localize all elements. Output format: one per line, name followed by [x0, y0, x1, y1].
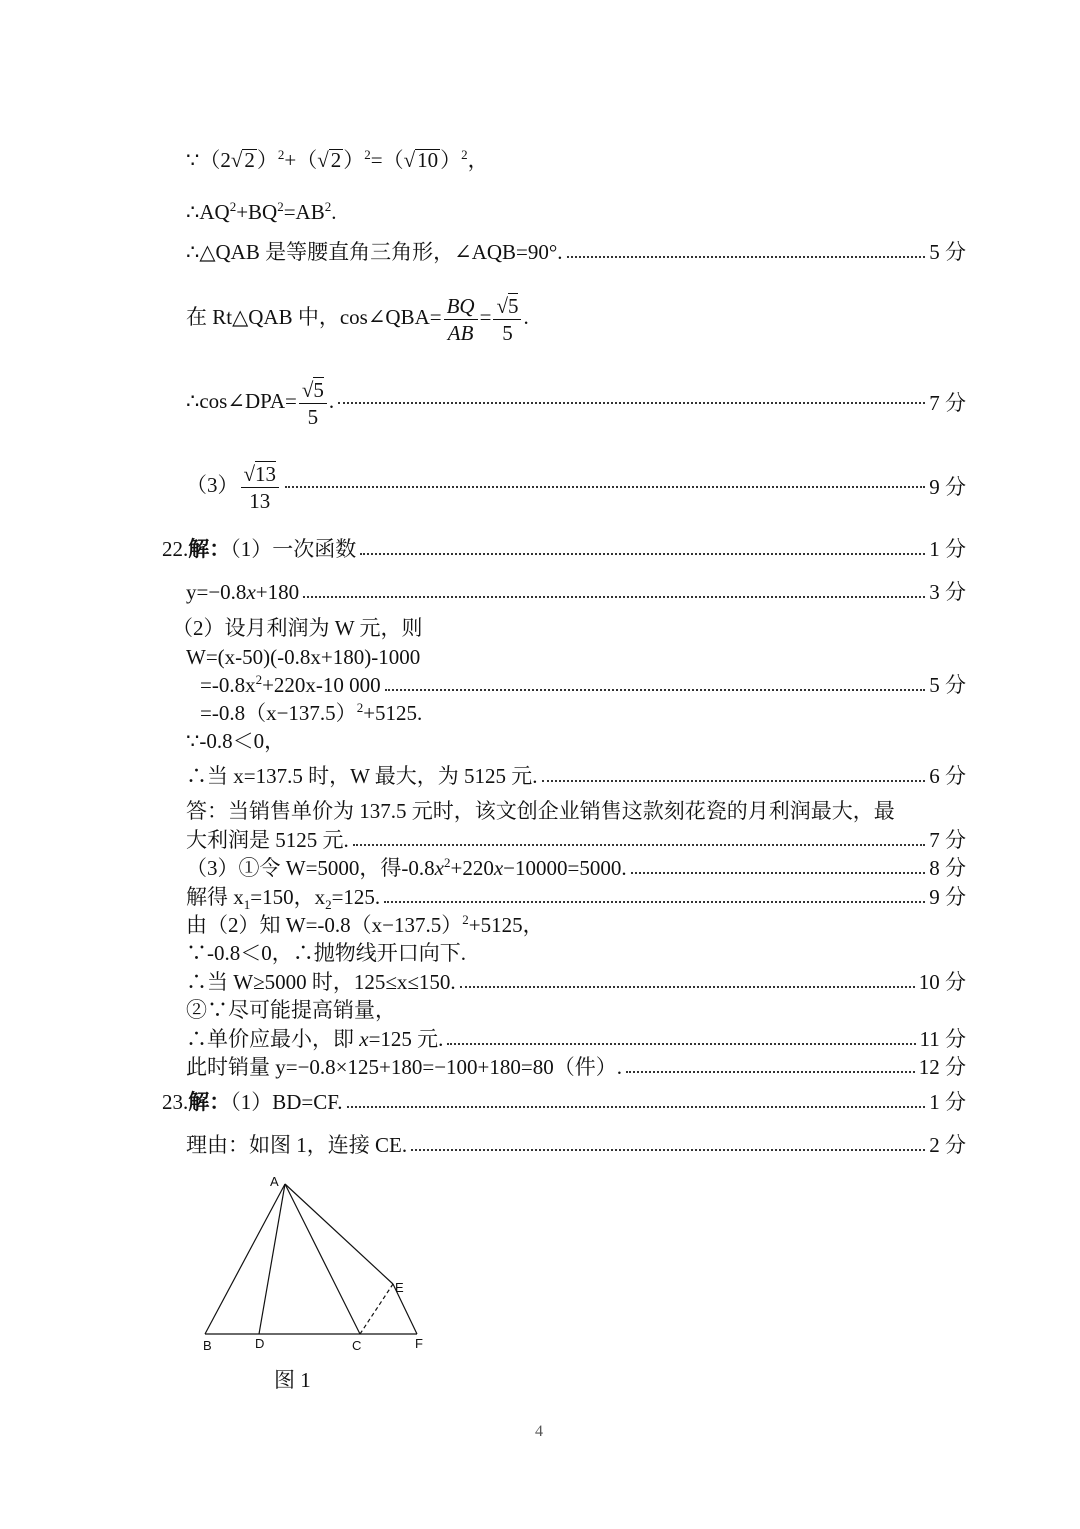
score: 8 分	[929, 856, 966, 880]
score: 9 分	[929, 885, 966, 909]
text: =-0.8x	[200, 673, 256, 697]
expr	[186, 374, 334, 430]
exponent: 2	[364, 147, 371, 162]
leader-dots	[542, 779, 926, 782]
exponent: 2	[324, 199, 332, 214]
label-a: A	[270, 1174, 279, 1189]
q22-w-expression: W=(x-50)(-0.8x+180)-1000	[186, 645, 421, 669]
text: 在 Rt△QAB 中，cos∠QBA=	[186, 305, 442, 329]
leader-dots	[303, 595, 925, 598]
exponent: 2	[462, 912, 469, 927]
radicand: 13	[255, 461, 277, 486]
score: 6 分	[929, 764, 966, 788]
score: 9 分	[929, 474, 966, 499]
q22-max	[186, 764, 966, 788]
q23-heading	[162, 1090, 966, 1114]
text: 此时销量 y=−0.8×125+180=−100+180=80（件）.	[186, 1055, 622, 1079]
radicand: 5	[507, 293, 519, 318]
text: ∵（2	[186, 148, 231, 172]
figure-1-diagram	[195, 1170, 445, 1360]
line-part3-answer	[186, 458, 966, 514]
numerator: √5	[299, 377, 327, 404]
text: =-0.8（x−137.5）	[200, 701, 357, 725]
text: ∴cos∠DPA=	[186, 389, 297, 413]
solution-label: 解：	[188, 1090, 231, 1114]
leader-dots	[567, 255, 926, 258]
text: 由（2）知 W=-0.8（x−137.5）	[186, 913, 463, 937]
page-number: 4	[535, 1423, 543, 1440]
text: =（	[370, 148, 404, 172]
segment-ab	[205, 1184, 285, 1334]
solution-label: 解：	[188, 537, 231, 561]
text: =	[479, 305, 492, 329]
variable: x	[246, 580, 256, 604]
figure-caption: 图 1	[274, 1368, 311, 1392]
numerator: BQ	[444, 293, 478, 320]
leader-dots	[285, 485, 925, 488]
score: 7 分	[929, 828, 966, 852]
variable: x	[493, 856, 504, 880]
sqrt-10: √10	[403, 148, 439, 172]
denominator: 13	[249, 488, 271, 513]
radicand: 2	[330, 148, 342, 172]
fraction-sqrt5-5	[493, 293, 521, 346]
variable: x	[359, 1027, 369, 1051]
text: ∴当 x=137.5 时，W 最大，为 5125 元.	[186, 764, 538, 788]
exponent: 2	[277, 199, 284, 214]
fraction-bq-ab	[444, 293, 478, 346]
leader-dots	[384, 900, 925, 903]
text: =125 元.	[368, 1027, 444, 1051]
text: +180	[255, 580, 300, 604]
text: 解得 x	[186, 885, 244, 909]
score: 11 分	[919, 1027, 966, 1051]
sqrt-2a: √2	[230, 148, 255, 172]
text: （1）一次函数	[230, 537, 357, 561]
q22-negative-coef: ∵-0.8＜0，	[186, 729, 286, 753]
score: 12 分	[918, 1055, 966, 1079]
denominator: 5	[502, 320, 513, 345]
expr	[186, 885, 381, 913]
label-e: E	[395, 1280, 404, 1295]
text: ∴AQ	[186, 200, 230, 224]
q22-case2: ②∵尽可能提高销量，	[186, 998, 396, 1022]
text: +220x-10 000	[262, 673, 381, 697]
denominator: 5	[307, 404, 319, 429]
text: ∴△QAB 是等腰直角三角形，∠AQB=90°.	[186, 240, 563, 264]
exponent: 2	[461, 147, 468, 162]
text: =AB	[283, 200, 325, 224]
line-pythagoras	[186, 200, 336, 224]
segment-ce-dashed	[360, 1284, 393, 1334]
text: .	[328, 389, 335, 413]
exponent: 2	[255, 672, 263, 687]
score: 3 分	[929, 580, 966, 604]
text: ∴当 W≥5000 时，125≤x≤150.	[186, 970, 456, 994]
leader-dots	[460, 985, 915, 988]
expr	[162, 537, 356, 561]
segment-ad	[259, 1184, 285, 1334]
expr	[186, 856, 627, 880]
q22-w-expanded	[200, 673, 966, 697]
text: 大利润是 5125 元.	[186, 828, 349, 852]
text: −10000=5000.	[503, 856, 627, 880]
leader-dots	[347, 1105, 926, 1108]
text: ∴单价应最小，即	[186, 1027, 360, 1051]
q22-parabola-open: ∵-0.8＜0，∴抛物线开口向下.	[186, 941, 466, 965]
q22-part3-equation	[186, 856, 966, 880]
text: +BQ	[236, 200, 278, 224]
q22-heading	[162, 537, 966, 561]
q22-min-price	[186, 1027, 966, 1051]
leader-dots	[353, 843, 926, 846]
q22-part2: （2）设月利润为 W 元，则	[172, 616, 423, 640]
text: =150，x	[250, 885, 326, 909]
expr	[186, 458, 281, 514]
expr	[186, 580, 299, 604]
sqrt-2b: √2	[317, 148, 342, 172]
line-sqrt-sum	[186, 148, 489, 172]
label-b: B	[203, 1338, 212, 1353]
expr	[162, 1090, 343, 1114]
exponent: 2	[356, 700, 364, 715]
subscript: 2	[325, 897, 332, 913]
score: 5 分	[929, 240, 966, 264]
expr	[200, 673, 381, 697]
q22-w-vertex-form	[200, 701, 422, 725]
text: +220	[450, 856, 494, 880]
exponent: 2	[277, 147, 285, 162]
radicand: 2	[244, 148, 255, 172]
text: （1）BD=CF.	[230, 1090, 343, 1114]
line-cos-qba	[186, 290, 529, 346]
radicand: 10	[417, 148, 439, 172]
fraction-sqrt13-13	[241, 461, 280, 514]
q22-answer-line1: 答：当销售单价为 137.5 元时，该文创企业销售这款刻花瓷的月利润最大，最	[186, 799, 895, 823]
question-number: 22.	[162, 537, 189, 561]
text: .	[523, 305, 529, 329]
q23-reason	[186, 1133, 966, 1157]
numerator: √5	[493, 293, 521, 320]
text: +（	[284, 148, 318, 172]
text: =125.	[331, 885, 381, 909]
segment-ac	[285, 1184, 360, 1334]
q22-linear-function	[186, 580, 966, 604]
text: +5125，	[468, 913, 544, 937]
score: 1 分	[929, 1090, 966, 1114]
q22-from-part2	[186, 913, 544, 937]
text: ，	[467, 148, 489, 172]
leader-dots	[626, 1070, 915, 1073]
question-number: 23.	[162, 1090, 189, 1114]
label-d: D	[255, 1336, 265, 1351]
text: （3）①令 W=5000，得-0.8	[186, 856, 435, 880]
line-isosceles-right	[186, 240, 966, 264]
denominator: AB	[447, 320, 474, 345]
text: ）	[256, 148, 278, 172]
text: ）	[343, 148, 365, 172]
text: ）	[440, 148, 462, 172]
numerator: √13	[241, 461, 280, 488]
leader-dots	[360, 552, 925, 555]
leader-dots	[338, 401, 925, 404]
leader-dots	[411, 1148, 925, 1151]
expr	[186, 1027, 443, 1051]
label-c: C	[352, 1338, 362, 1353]
segment-ae	[285, 1184, 393, 1284]
exponent: 2	[444, 855, 451, 870]
score: 1 分	[929, 537, 966, 561]
text: 理由：如图 1，连接 CE.	[186, 1133, 408, 1157]
line-cos-dpa	[186, 374, 966, 430]
label-f: F	[415, 1336, 423, 1351]
score: 2 分	[929, 1133, 966, 1157]
subscript: 1	[243, 897, 251, 913]
leader-dots	[385, 688, 926, 691]
exponent: 2	[229, 199, 237, 214]
radicand: 5	[313, 377, 324, 402]
q22-answer-line2	[186, 828, 966, 852]
score: 5 分	[929, 673, 966, 697]
score: 7 分	[929, 390, 966, 415]
variable: x	[434, 856, 444, 880]
text: （3）	[186, 473, 239, 497]
q22-sales	[186, 1055, 966, 1079]
leader-dots	[631, 871, 926, 874]
score: 10 分	[918, 970, 966, 994]
fraction-sqrt5-5	[299, 377, 327, 430]
text: .	[331, 200, 337, 224]
q22-solutions	[186, 885, 966, 913]
text: y=−0.8	[186, 580, 247, 604]
text: +5125.	[363, 701, 423, 725]
q22-range	[186, 970, 966, 994]
leader-dots	[447, 1042, 915, 1045]
